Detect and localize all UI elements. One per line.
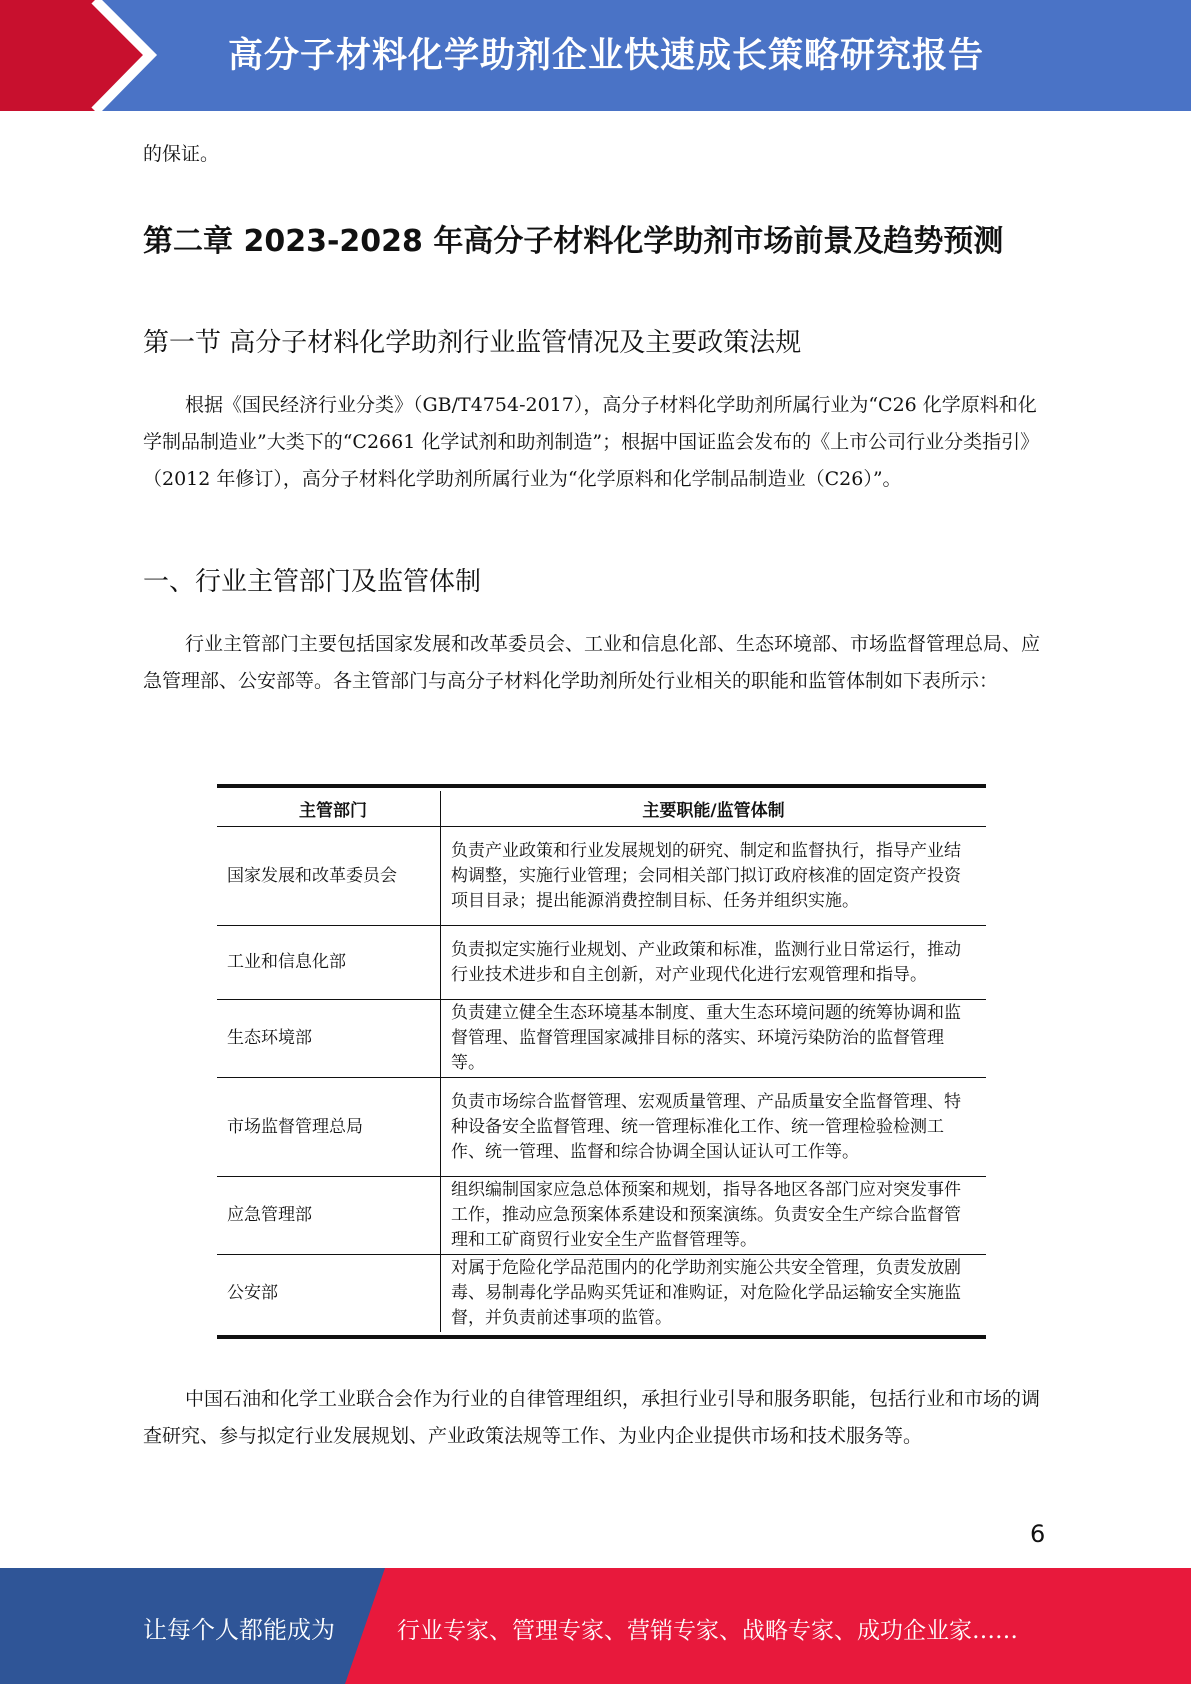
table-cell-duty: 负责产业政策和行业发展规划的研究、制定和监督执行，指导产业结构调整，实施行业管理；会同相关部门拟订政府核准的固定资产投资项目目录；提出能源消费控制目标、任务并组织实施。 xyxy=(441,827,987,926)
table-row xyxy=(217,926,986,1000)
table-header-duty: 主要职能/监管体制 xyxy=(441,791,987,827)
table-bottom-rule xyxy=(217,1335,986,1339)
chapter-title: 第二章 2023-2028 年高分子材料化学助剂市场前景及趋势预测 xyxy=(143,224,1004,259)
intro-fragment: 的保证。 xyxy=(143,143,220,165)
table-cell-dept: 应急管理部 xyxy=(217,1177,441,1255)
subsection-title: 一、行业主管部门及监管体制 xyxy=(143,567,482,597)
section-title: 第一节 高分子材料化学助剂行业监管情况及主要政策法规 xyxy=(143,328,802,358)
table-cell-duty: 组织编制国家应急总体预案和规划，指导各地区各部门应对突发事件工作，推动应急预案体系建设和预案演练。负责安全生产综合监督管理和工矿商贸行业安全生产监督管理等。 xyxy=(441,1177,987,1255)
table-cell-dept: 工业和信息化部 xyxy=(217,926,441,1000)
footer-slogan-left: 让每个人都能成为 xyxy=(143,1616,335,1644)
table-row xyxy=(217,1000,986,1078)
paragraph-regulators: 行业主管部门主要包括国家发展和改革委员会、工业和信息化部、生态环境部、市场监督管理总局、应急管理部、公安部等。各主管部门与高分子材料化学助剂所处行业相关的职能和监管体制如下表所示： xyxy=(143,633,1041,692)
table-cell-duty: 对属于危险化学品范围内的化学助剂实施公共安全管理，负责发放剧毒、易制毒化学品购买凭证和准购证，对危险化学品运输安全实施监督，并负责前述事项的监管。 xyxy=(441,1255,987,1333)
table-cell-duty: 负责建立健全生态环境基本制度、重大生态环境问题的统筹协调和监督管理、监督管理国家减排目标的落实、环境污染防治的监督管理等。 xyxy=(441,1000,987,1078)
table-row xyxy=(217,1177,986,1255)
table-cell-dept: 公安部 xyxy=(217,1255,441,1333)
table-row xyxy=(217,827,986,926)
table-cell-dept: 市场监督管理总局 xyxy=(217,1078,441,1177)
paragraph-federation: 中国石油和化学工业联合会作为行业的自律管理组织，承担行业引导和服务职能，包括行业和市场的调查研究、参与拟定行业发展规划、产业政策法规等工作、为业内企业提供市场和技术服务等。 xyxy=(143,1388,1041,1447)
table-row xyxy=(217,1255,986,1333)
paragraph-industry-classification: 根据《国民经济行业分类》（GB/T4754-2017），高分子材料化学助剂所属行业为“C26 化学原料和化学制品制造业”大类下的“C2661 化学试剂和助剂制造”；根据中国证监会发布的《上市公司行业分类指引》（2012 年修订），高分子材料化学助剂所属行业为“化学原料和化学制品制造业（C26）”。 xyxy=(143,394,1040,490)
page-number: 6 xyxy=(1030,1520,1046,1548)
report-title: 高分子材料化学助剂企业快速成长策略研究报告 xyxy=(228,36,985,76)
table-top-rule xyxy=(217,784,986,788)
footer-slogan-right: 行业专家、管理专家、营销专家、战略专家、成功企业家…… xyxy=(397,1618,1018,1644)
header-banner xyxy=(0,0,1191,111)
table-cell-dept: 生态环境部 xyxy=(217,1000,441,1078)
table-header-row xyxy=(217,791,986,827)
regulator-table xyxy=(217,784,986,1339)
table-cell-duty: 负责市场综合监督管理、宏观质量管理、产品质量安全监督管理、特种设备安全监督管理、统一管理标准化工作、统一管理检验检测工作、统一管理、监督和综合协调全国认证认可工作等。 xyxy=(441,1078,987,1177)
footer-banner xyxy=(0,1568,1191,1684)
table-row xyxy=(217,1078,986,1177)
table-cell-dept: 国家发展和改革委员会 xyxy=(217,827,441,926)
table-cell-duty: 负责拟定实施行业规划、产业政策和标准，监测行业日常运行，推动行业技术进步和自主创新，对产业现代化进行宏观管理和指导。 xyxy=(441,926,987,1000)
table-header-dept: 主管部门 xyxy=(217,791,441,827)
